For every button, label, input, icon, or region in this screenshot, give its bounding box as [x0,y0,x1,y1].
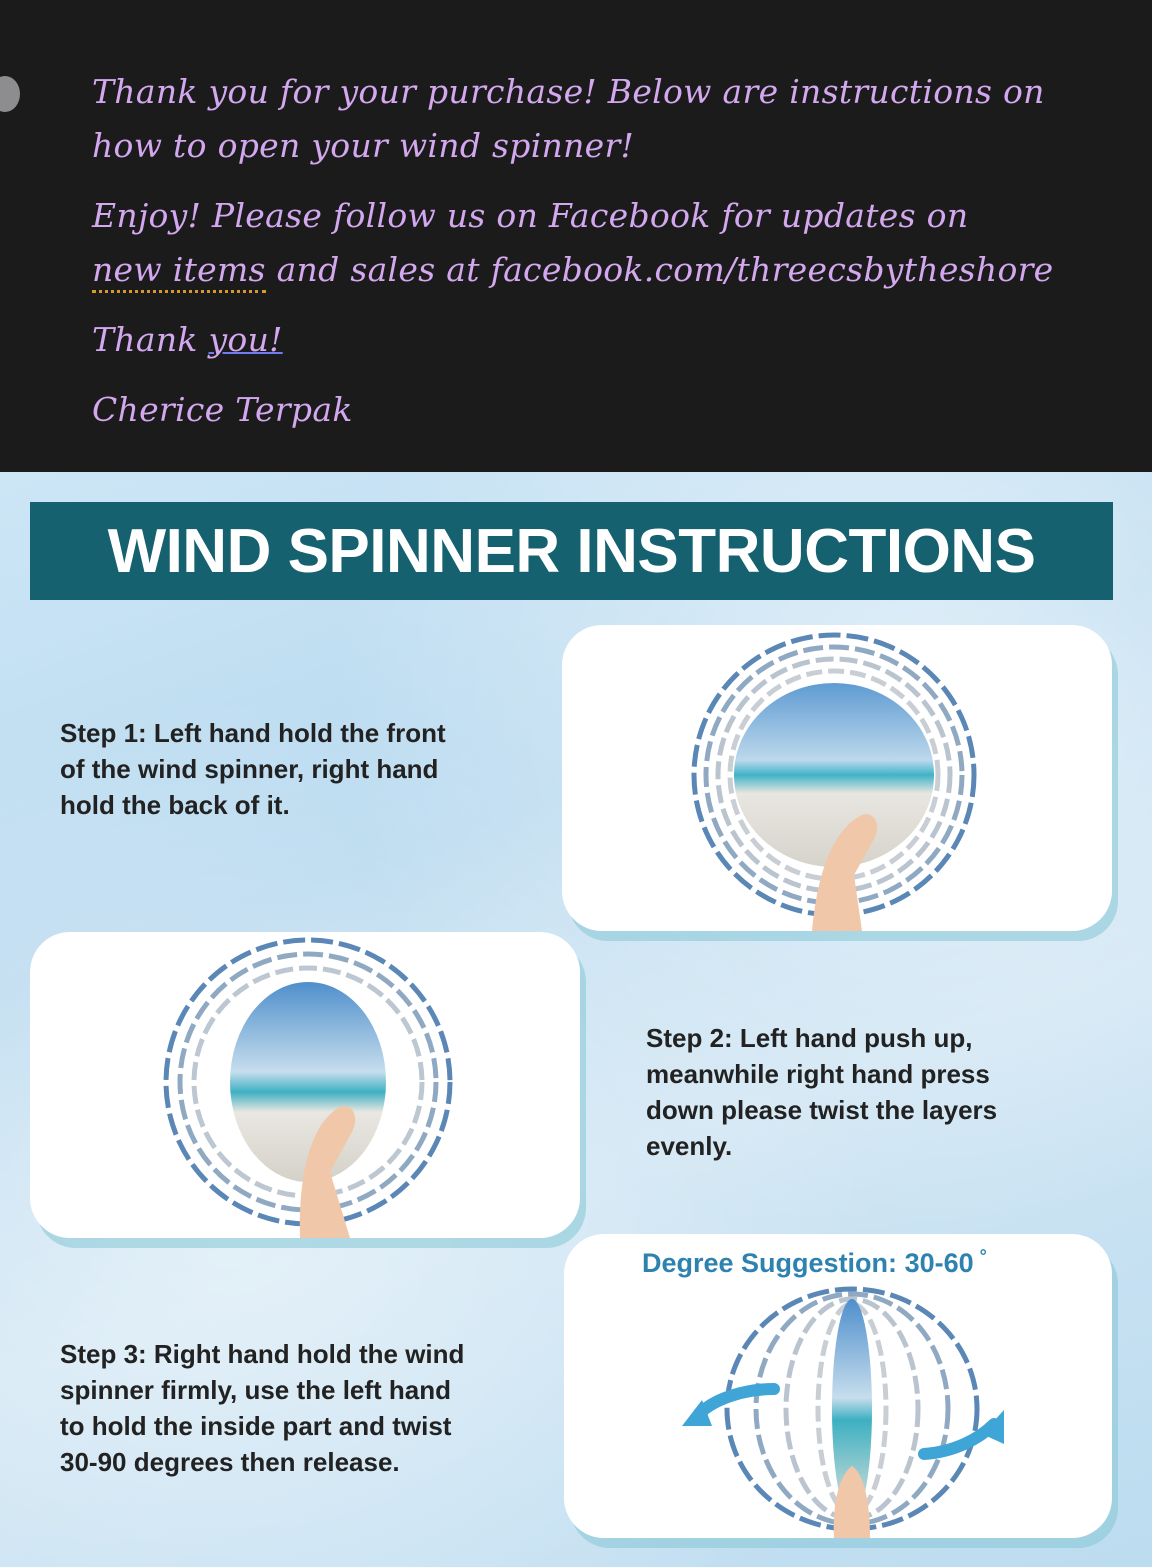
step-1-line: of the wind spinner, right hand [60,754,439,784]
step-2-line: meanwhile right hand press [646,1059,990,1089]
step-3-text [60,1336,464,1480]
twist-diagram-icon [564,1234,1112,1538]
spellcheck-underlined-text[interactable]: new items [92,250,266,293]
step-1-line: Step 1: Left hand hold the front [60,718,446,748]
step-3-line: 30-90 degrees then release. [60,1447,400,1477]
instruction-sheet [0,472,1152,1567]
thank-you-link[interactable]: you! [208,320,283,359]
note-line-5 [92,320,283,359]
step-3-image [564,1234,1112,1538]
signature: Cherice Terpak [92,390,353,429]
step-1-image [562,625,1112,931]
step-3-line: spinner firmly, use the left hand [60,1375,452,1405]
step-1-line: hold the back of it. [60,790,290,820]
note-line-1: Thank you for your purchase! Below are instructions on [92,72,1045,111]
note-line-4 [92,250,1054,289]
step-2-line: down please twist the layers [646,1095,998,1125]
degree-value: 30-60 [904,1248,974,1278]
degree-suggestion [642,1248,987,1279]
thank-you-note [0,0,1152,472]
step-2-image [30,932,580,1238]
note-line-4-rest: and sales at facebook.com/threecsbytheshore [265,250,1054,289]
note-line-3: Enjoy! Please follow us on Facebook for updates on [92,196,969,235]
note-line-2: how to open your wind spinner! [92,126,635,165]
step-3-line: Step 3: Right hand hold the wind [60,1339,465,1369]
step-1-text [60,715,446,823]
note-line-5-start: Thank [92,320,209,359]
wind-spinner-icon [30,932,580,1238]
step-2-text [646,1020,997,1164]
step-3-line: to hold the inside part and twist [60,1411,452,1441]
degree-label: Degree Suggestion: [642,1248,898,1278]
step-2-line: Step 2: Left hand push up, [646,1023,973,1053]
wind-spinner-icon [562,625,1112,931]
page-title: WIND SPINNER INSTRUCTIONS [30,502,1113,600]
scroll-indicator[interactable] [0,76,20,112]
degree-unit: ° [979,1246,987,1266]
step-2-line: evenly. [646,1131,733,1161]
